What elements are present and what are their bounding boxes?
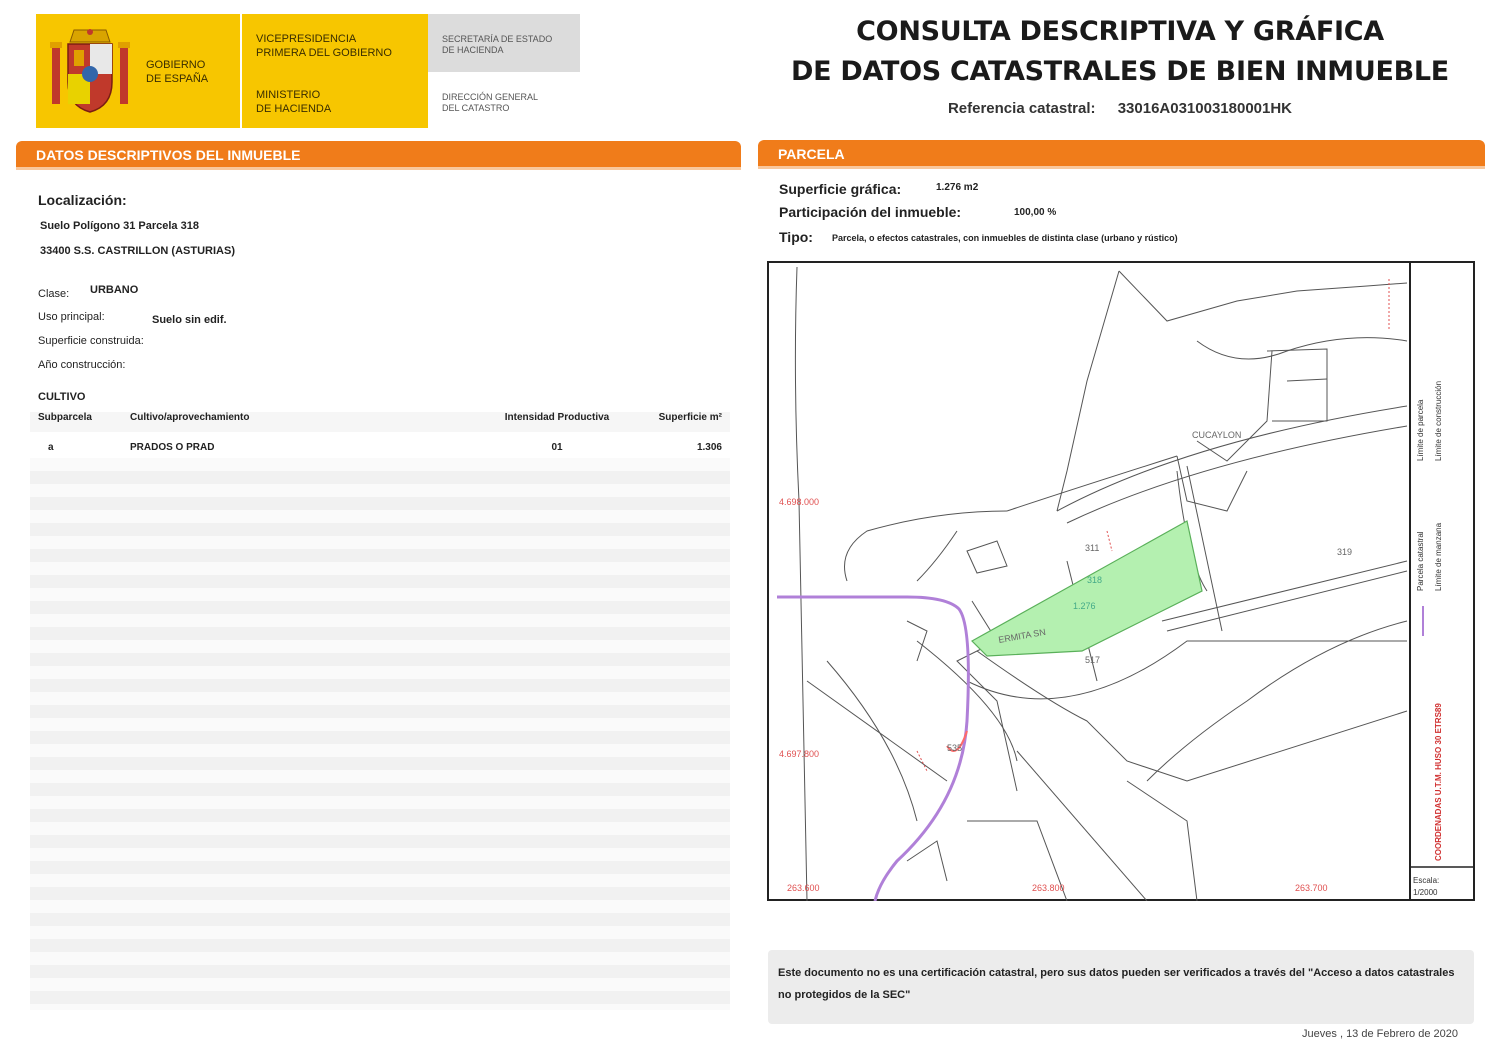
localizacion-line1: Suelo Polígono 31 Parcela 318 [40, 220, 199, 232]
vice-line2: PRIMERA DEL GOBIERNO [256, 47, 392, 59]
participacion-value: 100,00 % [1014, 207, 1057, 218]
coord-bottom-3: 263.700 [1295, 883, 1328, 893]
localizacion-label: Localización: [38, 192, 127, 208]
col-cultivo: Cultivo/aprovechamiento [130, 412, 250, 423]
gobierno-line1: GOBIERNO [146, 59, 206, 71]
coord-left-top: 4.698.000 [779, 497, 820, 507]
ministerio-label [256, 88, 331, 116]
clase-label: Clase: [38, 288, 70, 300]
label-area: 1.276 [1073, 601, 1096, 611]
scale-value: 1/2000 [1413, 888, 1438, 897]
table-empty-rows [30, 458, 730, 1010]
ref-value: 33016A031003180001HK [1117, 100, 1293, 117]
col-intensidad: Intensidad Productiva [504, 412, 610, 423]
legend-3: Límite de parcela [1416, 399, 1425, 461]
participacion-label: Participación del inmueble: [779, 204, 962, 220]
coord-bottom-2: 263.800 [1032, 883, 1065, 893]
legend-2: Límite de manzana [1434, 522, 1443, 591]
section-header-parcela: PARCELA [758, 140, 1485, 166]
col-subparcela: Subparcela [38, 412, 92, 423]
direccion-label [442, 92, 538, 114]
min-line1: MINISTERIO [256, 89, 321, 101]
table-row [30, 432, 730, 458]
superficie-construida-label: Superficie construida: [38, 335, 144, 347]
cultivo-table [30, 412, 730, 1010]
uso-label: Uso principal: [38, 311, 105, 323]
gobierno-line2: DE ESPAÑA [146, 73, 209, 85]
tipo-label: Tipo: [779, 229, 813, 245]
label-517: 517 [1085, 655, 1101, 665]
document-date: Jueves , 13 de Febrero de 2020 [1302, 1028, 1458, 1040]
referencia-catastral [760, 100, 1480, 117]
clase-value: URBANO [90, 284, 139, 296]
label-caballon: CUCAYLON [1192, 430, 1242, 440]
scale-label: Escala: [1413, 876, 1440, 885]
table-header [30, 412, 730, 432]
anio-construccion-label: Año construcción: [38, 359, 126, 371]
legend-utm: COORDENADAS U.T.M. HUSO 30 ETRS89 [1434, 703, 1443, 861]
ref-label: Referencia catastral: [947, 100, 1096, 117]
min-line2: DE HACIENDA [256, 103, 332, 115]
label-319: 319 [1337, 547, 1353, 557]
dir-line1: DIRECCIÓN GENERAL [442, 92, 539, 102]
page-title-line1: CONSULTA DESCRIPTIVA Y GRÁFICA [856, 16, 1384, 47]
cultivo-title: CULTIVO [38, 391, 86, 403]
disclaimer-text: Este documento no es una certificación catastral, pero sus datos pueden ser verificados a través del "Acceso a datos catastrales no protegidos de la SEC" [778, 967, 1455, 1001]
legend-4: Límite de construcción [1434, 380, 1443, 461]
gobierno-label [146, 58, 208, 86]
tipo-value: Parcela, o efectos catastrales, con inmuebles de distinta clase (urbano y rústico) [832, 233, 1178, 243]
vice-line1: VICEPRESIDENCIA [256, 33, 357, 45]
cell-superficie: 1.306 [696, 442, 722, 453]
label-street: ERMITA SN [997, 626, 1047, 645]
section-header-datos: DATOS DESCRIPTIVOS DEL INMUEBLE [16, 141, 741, 167]
coord-bottom-1: 263.600 [787, 883, 820, 893]
cell-subparcela: a [48, 442, 54, 453]
secretaria-label [442, 34, 552, 56]
localizacion-line2: 33400 S.S. CASTRILLON (ASTURIAS) [40, 245, 235, 257]
uso-value: Suelo sin edif. [152, 314, 227, 326]
cell-intensidad: 01 [551, 442, 563, 453]
label-318: 318 [1087, 575, 1103, 585]
legend-1: Parcela catastral [1416, 531, 1425, 591]
vicepresidencia-label [256, 32, 392, 60]
col-superficie: Superficie m² [658, 412, 722, 423]
disclaimer-note [768, 950, 1474, 1024]
coat-of-arms-icon [48, 26, 132, 118]
sec-line1: SECRETARÍA DE ESTADO [442, 34, 553, 44]
cadastral-map[interactable] [767, 261, 1475, 901]
coord-left-bottom: 4.697.800 [779, 749, 820, 759]
page-title-line2: DE DATOS CATASTRALES DE BIEN INMUEBLE [791, 56, 1449, 87]
cell-cultivo: PRADOS O PRAD [130, 442, 215, 453]
superficie-grafica-value: 1.276 m2 [936, 182, 979, 193]
label-311: 311 [1085, 543, 1100, 553]
superficie-grafica-label: Superficie gráfica: [779, 181, 902, 197]
label-535: 535 [947, 743, 963, 753]
logo-divider [240, 14, 242, 128]
dir-line2: DEL CATASTRO [442, 103, 510, 113]
sec-line2: DE HACIENDA [442, 45, 504, 55]
